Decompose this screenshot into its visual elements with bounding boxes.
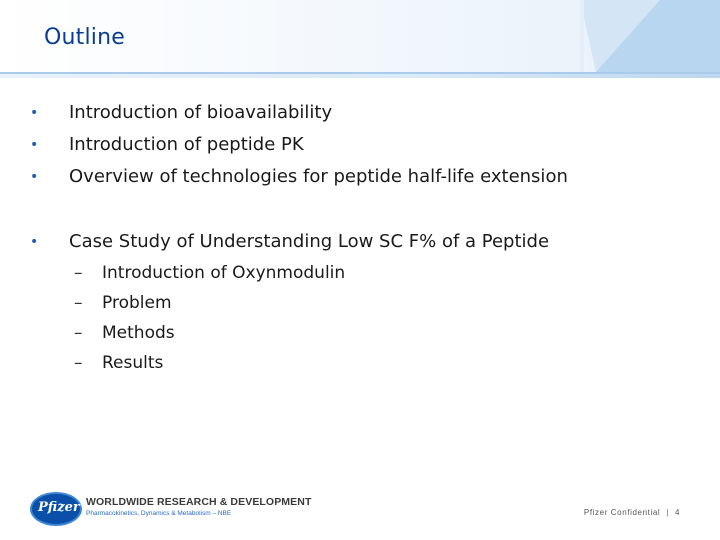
bullet-item <box>30 97 700 129</box>
sub-bullet-item <box>30 288 700 318</box>
separator: | <box>666 508 669 517</box>
bullet-dot-icon: • <box>30 137 39 153</box>
dash-icon: – <box>74 353 83 373</box>
division-title: WORLDWIDE RESEARCH & DEVELOPMENT <box>86 496 312 508</box>
bullet-dot-icon: • <box>30 169 39 185</box>
confidential-label: Pfizer Confidential <box>583 508 661 517</box>
sub-bullet-item <box>30 258 700 288</box>
pfizer-logo <box>30 490 312 526</box>
footer-confidential <box>584 508 680 517</box>
bullet-text: Overview of technologies for peptide half-life extension <box>69 166 568 187</box>
bullet-dot-icon: • <box>30 105 39 121</box>
bullet-item <box>30 226 700 258</box>
bullet-item <box>30 161 700 193</box>
bullet-dot-icon: • <box>30 234 39 250</box>
bullet-list <box>30 97 700 378</box>
dash-icon: – <box>74 293 83 313</box>
dash-icon: – <box>74 263 83 283</box>
sub-bullet-item <box>30 318 700 348</box>
sub-bullet-item <box>30 348 700 378</box>
division-subtitle: Pharmacokinetics, Dynamics & Metabolism – NBE <box>86 510 232 517</box>
bullet-item <box>30 129 700 161</box>
bullet-text: Introduction of bioavailability <box>69 102 333 123</box>
dash-icon: – <box>74 323 83 343</box>
sub-bullet-text: Methods <box>102 323 175 343</box>
pfizer-logo-icon <box>30 492 82 526</box>
sub-bullet-text: Problem <box>102 293 172 313</box>
sub-bullet-text: Results <box>102 353 164 373</box>
page-number: 4 <box>674 508 680 517</box>
sub-bullet-text: Introduction of Oxynmodulin <box>102 263 346 283</box>
logo-wordmark: Pfizer <box>38 500 80 515</box>
bullet-text: Case Study of Understanding Low SC F% of a Peptide <box>69 231 550 252</box>
slide-title: Outline <box>44 25 125 50</box>
bullet-text: Introduction of peptide PK <box>69 134 304 155</box>
